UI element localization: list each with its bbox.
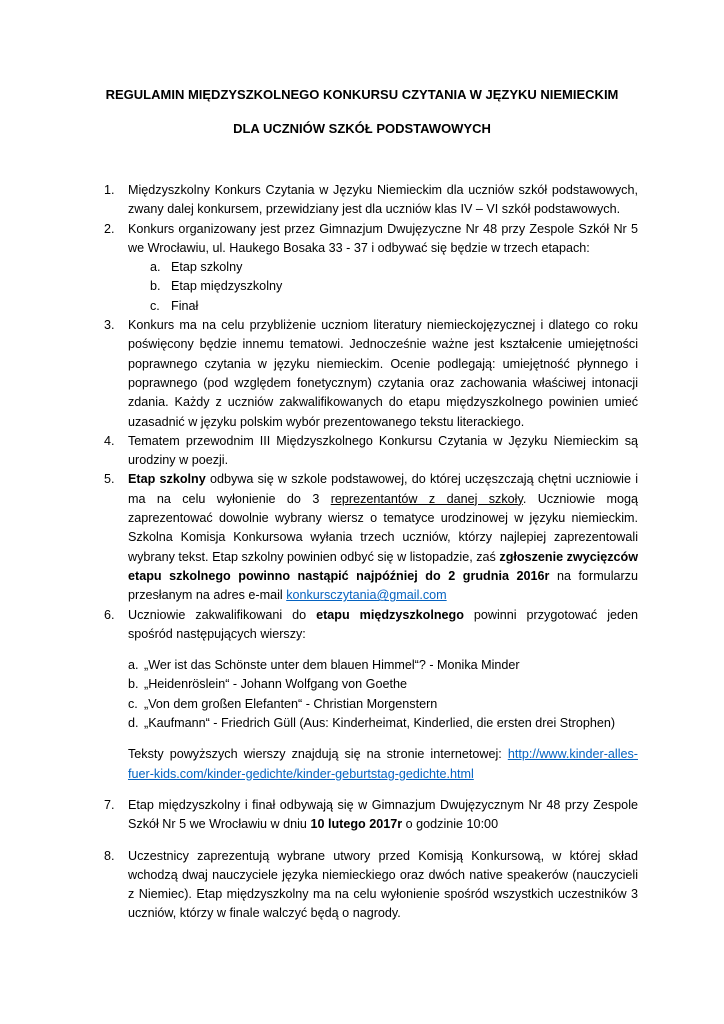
rule-number: 3. <box>104 318 115 333</box>
rule-text: Międzyszkolny Konkurs Czytania w Języku Niemieckim dla uczniów szkół podstawowych, zwany dalej konkursem, przewidziany jest dla uczniów klas IV – VI szkół podstawowych. <box>128 183 638 217</box>
underlined-text: reprezentantów z danej szkoły <box>330 491 523 506</box>
document-body <box>100 181 638 924</box>
rule-number: 1. <box>104 183 115 197</box>
poems-list <box>128 656 638 733</box>
list-item: b. „Heidenröslein“ - Johann Wolfgang von Goethe <box>128 677 407 692</box>
rule-3 <box>100 316 638 432</box>
email-link[interactable]: konkursczytania@gmail.com <box>286 588 447 603</box>
rule-text: Tematem przewodnim III Międzyszkolnego Konkursu Czytania w Języku Niemieckim są urodziny w poezji. <box>128 433 638 468</box>
list-item: c. Finał <box>150 298 199 313</box>
stages-list <box>128 258 638 316</box>
rules-list <box>100 181 638 924</box>
poems-url-link[interactable]: http://www.kinder-alles-fuer-kids.com/kinder-gedichte/kinder-geburtstag-gedichte.html <box>128 747 638 781</box>
rule-number: 5. <box>104 472 115 487</box>
rule-number: 2. <box>104 221 115 236</box>
bold-text: zgłoszenie zwycięzców etapu szkolnego powinno nastąpić najpóźniej do 2 grudnia 2016r <box>128 549 639 583</box>
rule-5: 5. Etap szkolny odbywa się w szkole podstawowej, do której uczęszczają chętni uczniowie i ma na celu wyłonienie do 3 reprezentantów z danej szkoły. Uczniowie mogą zaprezentować dowolnie wybrany wiersz o tematyce urodzinowej w języku niemieckim. Szkolna Komisja Konkursowa wyłania trzech uczniów, którzy najlepiej zaprezentowali wybrany tekst. Etap szkolny powinien odbyć się w listopadzie, zaś zgłoszenie zwycięzców etapu szkolnego powinno nastąpić najpóźniej do 2 grudnia 2016r na formularzu przesłanym na adres e-mail konkursczytania@gmail.com <box>104 472 639 603</box>
list-item: b. Etap międzyszkolny <box>150 279 283 294</box>
rule-4 <box>100 432 638 471</box>
rule-number: 4. <box>104 433 115 448</box>
rule-number: 6. <box>104 607 115 622</box>
rule-text: Konkurs ma na celu przybliżenie uczniom literatury niemieckojęzycznej i dlatego co roku poświęcony będzie innemu tematowi. Jednocześnie ważne jest kształcenie umiejętności poprawnego czytania w języku niemieckim. Ocenie podlegają: umiejętność płynnego i poprawnego (pod względem fonetycznym) czytania oraz zachowania właściwej intonacji zdania. Każdy z uczniów zakwalifikowanych do etapu międzyszkolnego powinien umieć uzasadnić w języku polskim wybór prezentowanego tekstu literackiego. <box>128 318 638 429</box>
rule-1 <box>100 181 638 220</box>
rule-7: 7. Etap międzyszkolny i finał odbywają się w Gimnazjum Dwujęzycznym Nr 48 przy Zespole Szkół Nr 5 we Wrocławiu w dniu 10 lutego 2017r o godzinie 10:00 <box>104 797 638 832</box>
rule-text: Konkurs organizowany jest przez Gimnazjum Dwujęzyczne Nr 48 przy Zespole Szkół Nr 5 we Wrocławiu, ul. Haukego Bosaka 33 - 37 i odbywać się będzie w trzech etapach: <box>128 221 638 255</box>
document-title: REGULAMIN MIĘDZYSZKOLNEGO KONKURSU CZYTANIA W JĘZYKU NIEMIECKIM <box>105 87 619 102</box>
rule-number: 8. <box>104 848 115 863</box>
bold-text: Etap szkolny <box>128 472 206 487</box>
rule-text: Uczestnicy zaprezentują wybrane utwory przed Komisją Konkursową, w której skład wchodzą dwaj nauczyciele języka niemieckiego oraz dwóch native speakerów (nauczycieli z Niemiec). Etap międzyszkolny ma na celu wyłonienie spośród wszystkich uczestników 3 uczniów, którzy w finale walczyć będą o nagrody. <box>128 848 638 921</box>
poems-source-note: Teksty powyższych wierszy znajdują się na stronie internetowej: http://www.kinder-alles-fuer-kids.com/kinder-gedichte/kinder-geburtstag-gedichte.html <box>128 747 638 781</box>
list-item: a. „Wer ist das Schönste unter dem blauen Himmel“? - Monika Minder <box>128 658 520 673</box>
list-item: d. „Kaufmann“ - Friedrich Güll (Aus: Kinderheimat, Kinderlied, die ersten drei Strophen) <box>128 716 616 731</box>
list-item: a. Etap szkolny <box>150 260 243 275</box>
rule-number: 7. <box>104 797 115 812</box>
document-subtitle: DLA UCZNIÓW SZKÓŁ PODSTAWOWYCH <box>233 121 491 136</box>
rule-6: 6. Uczniowie zakwalifikowani do etapu międzyszkolnego powinni przygotować jeden spośród następujących wierszy: a. „Wer ist das Schönste unter dem blauen Himmel“? - Monika Minder b. „Heidenröslein“ - Johann Wolfgang von Goethe c. „Von dem großen Elefanten“ - Christian Morgenstern d. „Kaufmann“ - Friedrich Güll (Aus: Kinderheimat, Kinderlied, die ersten drei Strophen) Teksty powyższych wierszy znajdują się na stronie internetowej: http://www.kinder-alles-fuer-kids.com/kinder-gedichte/kinder-geburtstag-gedichte.html <box>100 606 638 784</box>
rule-8 <box>100 847 638 924</box>
bold-text: 10 lutego 2017r <box>310 817 403 832</box>
bold-text: etapu międzyszkolnego <box>316 607 464 622</box>
rule-2 <box>100 220 638 316</box>
list-item: c. „Von dem großen Elefanten“ - Christian Morgenstern <box>128 696 438 711</box>
